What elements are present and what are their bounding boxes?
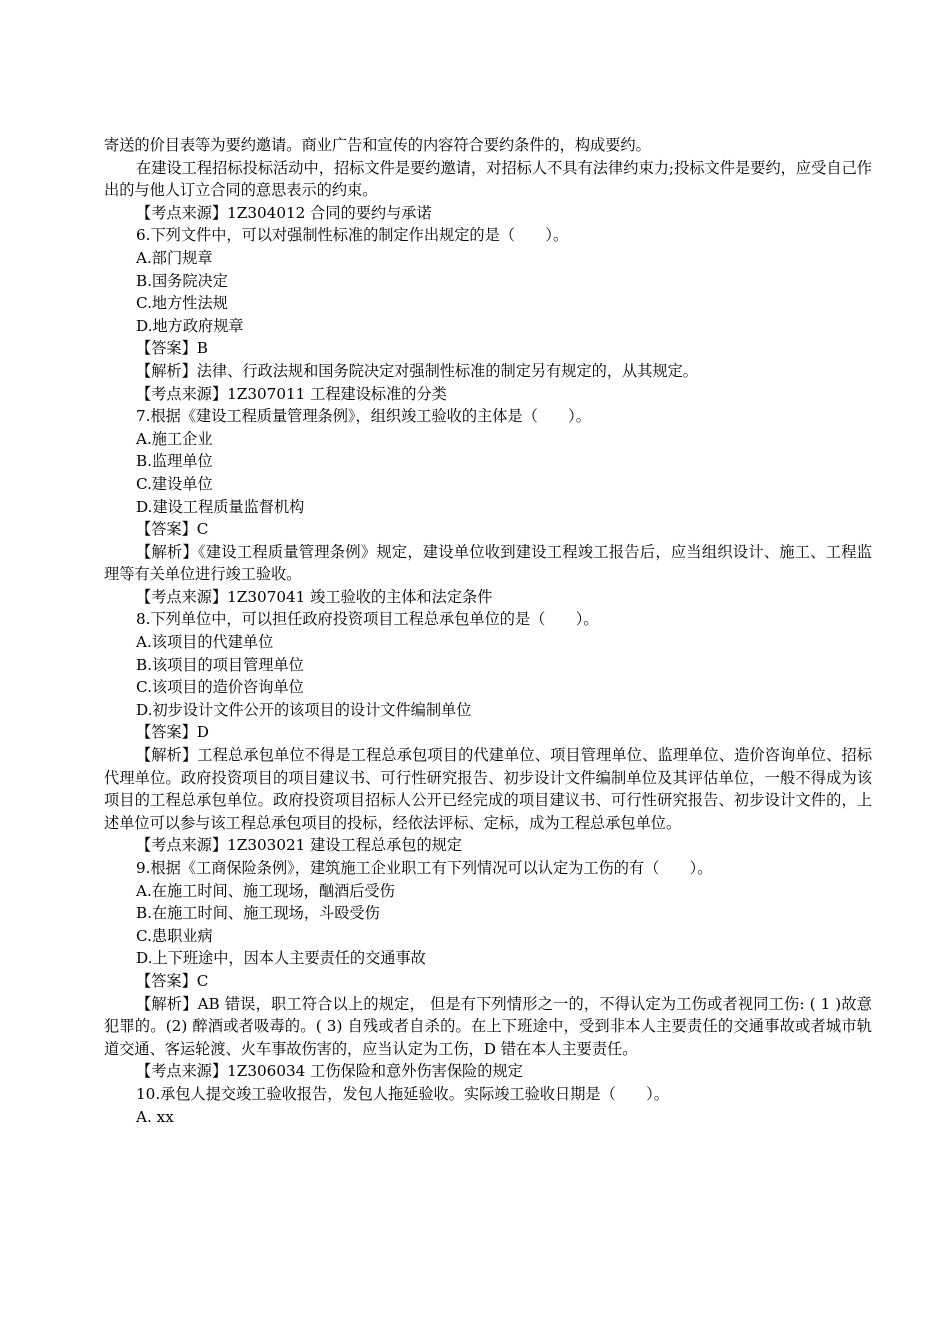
option: C.地方性法规 bbox=[136, 294, 228, 313]
question-9 bbox=[104, 857, 872, 1083]
intro-source: 【考点来源】1Z304012 合同的要约与承诺 bbox=[136, 203, 432, 222]
option: A.施工企业 bbox=[136, 429, 213, 448]
question-stem: 10.承包人提交竣工验收报告，发包人拖延验收。实际竣工验收日期是（ ）。 bbox=[136, 1084, 669, 1103]
option: A. xx bbox=[136, 1107, 174, 1126]
analysis: 【解析】法律、行政法规和国务院决定对强制性标准的制定另有规定的，从其规定。 bbox=[136, 361, 698, 380]
source: 【考点来源】1Z307041 竣工验收的主体和法定条件 bbox=[136, 587, 493, 606]
question-10 bbox=[104, 1083, 872, 1128]
option: A.在施工时间、施工现场，酗酒后受伤 bbox=[136, 881, 395, 900]
question-6 bbox=[104, 224, 872, 405]
source: 【考点来源】1Z303021 建设工程总承包的规定 bbox=[136, 836, 463, 855]
source: 【考点来源】1Z307011 工程建设标准的分类 bbox=[136, 384, 447, 403]
question-8 bbox=[104, 608, 872, 857]
option: B.国务院决定 bbox=[136, 271, 228, 290]
answer: 【答案】C bbox=[136, 520, 209, 539]
intro-paragraph: 在建设工程招标投标活动中，招标文件是要约邀请，对招标人不具有法律约束力;投标文件是要约，应受自己作出的与他人订立合同的意思表示的约束。 bbox=[104, 158, 872, 200]
option: D.建设工程质量监督机构 bbox=[136, 497, 305, 516]
option: D.初步设计文件公开的该项目的设计文件编制单位 bbox=[136, 700, 472, 719]
question-stem: 8.下列单位中，可以担任政府投资项目工程总承包单位的是（ ）。 bbox=[136, 610, 599, 629]
answer: 【答案】C bbox=[136, 971, 209, 990]
option: A.该项目的代建单位 bbox=[136, 633, 274, 652]
option: B.监理单位 bbox=[136, 452, 213, 471]
source: 【考点来源】1Z306034 工伤保险和意外伤害保险的规定 bbox=[136, 1062, 523, 1081]
option: D.地方政府规章 bbox=[136, 316, 244, 335]
option: B.在施工时间、施工现场，斗殴受伤 bbox=[136, 904, 380, 923]
answer: 【答案】D bbox=[136, 723, 209, 742]
analysis: 【解析】工程总承包单位不得是工程总承包项目的代建单位、项目管理单位、监理单位、造价咨询单位、招标代理单位。政府投资项目的项目建议书、可行性研究报告、初步设计文件编制单位及其评估单位，一般不得成为该项目的工程总承包单位。政府投资项目招标人公开已经完成的项目建议书、可行性研究报告、初步设计文件的，上述单位可以参与该工程总承包项目的投标，经依法评标、定标，成为工程总承包单位。 bbox=[104, 746, 872, 832]
option: C.建设单位 bbox=[136, 474, 213, 493]
option: D.上下班途中，因本人主要责任的交通事故 bbox=[136, 949, 426, 968]
intro-line: 寄送的价目表等为要约邀请。商业广告和宣传的内容符合要约条件的，构成要约。 bbox=[104, 136, 651, 154]
option: B.该项目的项目管理单位 bbox=[136, 655, 304, 674]
option: C.该项目的造价咨询单位 bbox=[136, 678, 304, 697]
question-stem: 9.根据《工商保险条例》，建筑施工企业职工有下列情况可以认定为工伤的有（ ）。 bbox=[136, 859, 713, 877]
question-stem: 7.根据《建设工程质量管理条例》，组织竣工验收的主体是（ ）。 bbox=[136, 407, 591, 426]
document-page bbox=[104, 134, 872, 1128]
analysis: 【解析】《建设工程质量管理条例》规定，建设单位收到建设工程竣工报告后，应当组织设计、施工、工程监理等有关单位进行竣工验收。 bbox=[104, 542, 872, 584]
option: A.部门规章 bbox=[136, 248, 213, 267]
question-7 bbox=[104, 405, 872, 608]
answer: 【答案】B bbox=[136, 339, 208, 358]
option: C.患职业病 bbox=[136, 926, 213, 945]
analysis: 【解析】AB 错误，职工符合以上的规定， 但是有下列情形之一的，不得认定为工伤或者视同工伤: ( 1 )故意犯罪的。(2) 醉酒或者吸毒的。( 3) 自残或者自杀的。在上下班途中，受到非本人主要责任的交通事故或者城市轨道交通、客运轮渡、火车事故伤害的，应当认定为工伤，D 错在本人主要责任。 bbox=[104, 994, 872, 1058]
question-stem: 6.下列文件中，可以对强制性标准的制定作出规定的是（ ）。 bbox=[136, 226, 569, 245]
